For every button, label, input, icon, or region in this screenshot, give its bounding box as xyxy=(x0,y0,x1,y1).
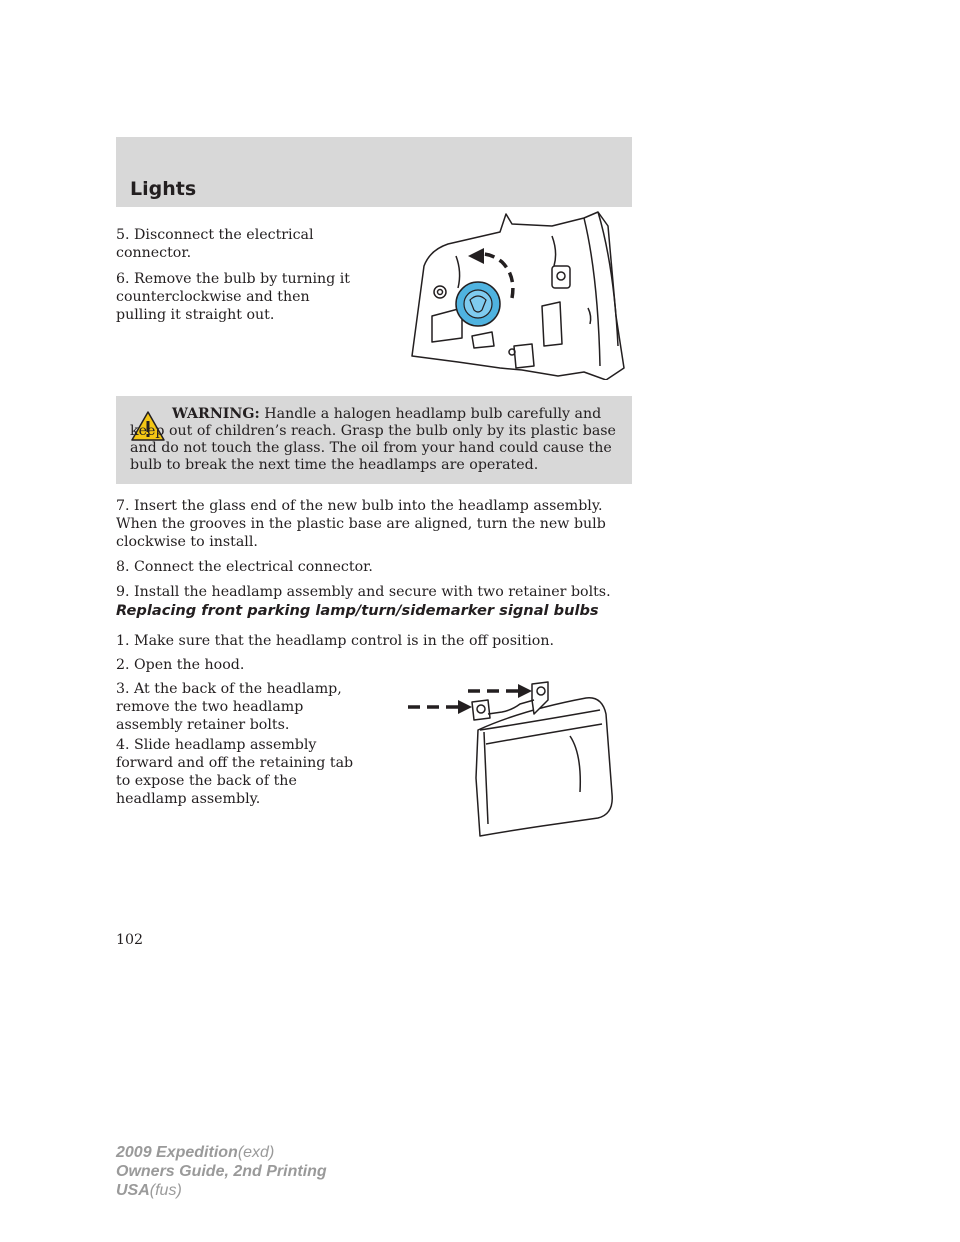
warning-callout xyxy=(116,396,632,484)
footer-model-code: (exd) xyxy=(237,1144,275,1161)
step-8: 8. Connect the electrical connector. xyxy=(116,559,373,575)
step-6: 6. Remove the bulb by turning it counterclockwise and then pulling it straight out. xyxy=(116,271,351,323)
footer-market-code: (fus) xyxy=(149,1182,182,1199)
subheading: Replacing front parking lamp/turn/sidemarker signal bulbs xyxy=(116,602,599,619)
footer-market: USA xyxy=(116,1182,150,1199)
warning-body: Handle a halogen headlamp bulb carefully and keep out of children’s reach. Grasp the bulb only by its plastic base and do not touch the glass. The oil from your hand could cause the bulb to break the next time the headlamps are operated. xyxy=(130,406,616,473)
step-3: 3. At the back of the headlamp, remove the two headlamp assembly retainer bolts. xyxy=(116,681,342,733)
step-7: 7. Insert the glass end of the new bulb into the headlamp assembly. When the grooves in the plastic base are aligned, turn the new bulb clockwise to install. xyxy=(116,498,606,550)
headlamp-retainer-bolts-illustration xyxy=(402,674,632,840)
page-number: 102 xyxy=(116,932,144,948)
warning-label: WARNING: xyxy=(172,406,260,422)
footer-model: 2009 Expedition xyxy=(116,1144,238,1161)
step-9: 9. Install the headlamp assembly and secure with two retainer bolts. xyxy=(116,584,611,600)
warning-text xyxy=(130,406,622,474)
step-5: 5. Disconnect the electrical connector. xyxy=(116,227,314,261)
step-4: 4. Slide headlamp assembly forward and off the retaining tab to expose the back of the headlamp assembly. xyxy=(116,737,354,807)
print-footer xyxy=(116,1143,327,1200)
section-title: Lights xyxy=(130,178,197,200)
footer-guide: Owners Guide, 2nd Printing xyxy=(116,1163,327,1180)
step-2: 2. Open the hood. xyxy=(116,657,245,673)
headlamp-bulb-removal-illustration xyxy=(402,196,634,380)
step-1: 1. Make sure that the headlamp control is in the off position. xyxy=(116,633,554,649)
